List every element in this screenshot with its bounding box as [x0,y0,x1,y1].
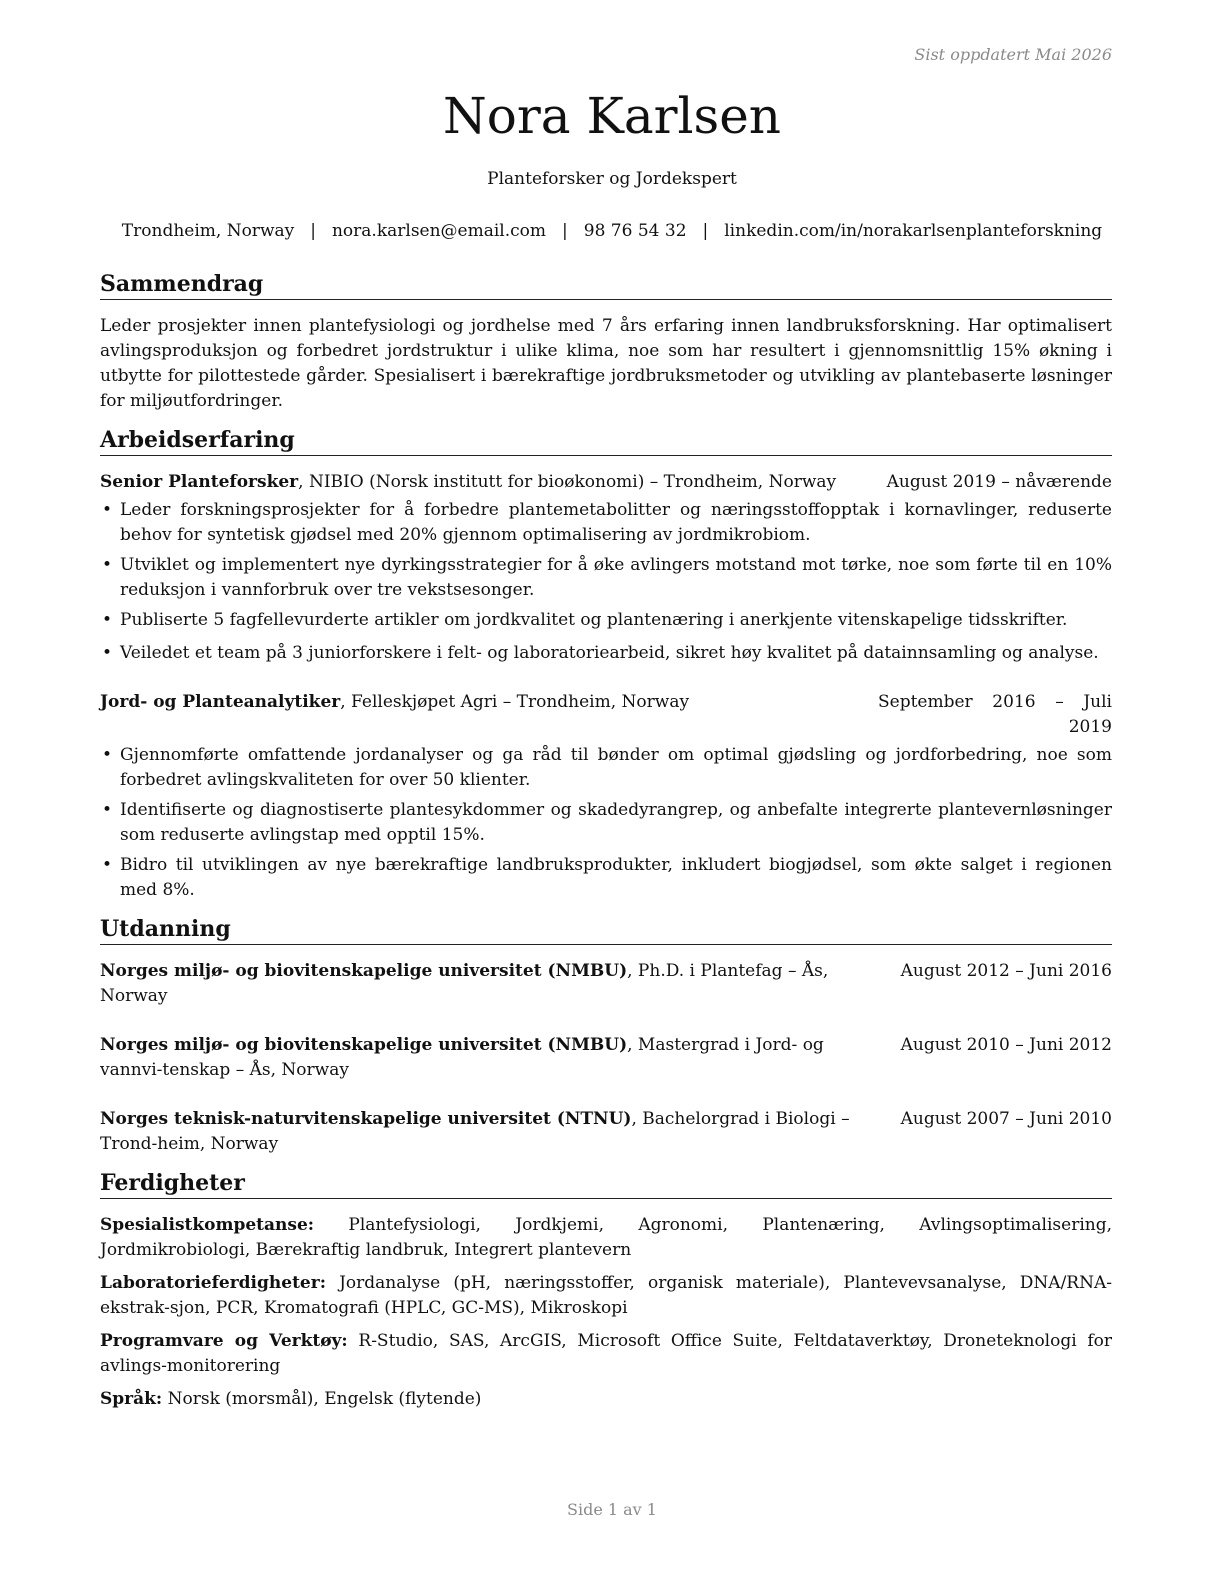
school-name: Norges miljø- og biovitenskapelige universitet (NMBU) [100,961,628,981]
contact-email[interactable]: nora.karlsen@email.com [331,221,547,241]
last-updated: Sist oppdatert Mai 2026 [914,45,1112,64]
contact-separator: | [562,221,568,241]
job-role: Senior Planteforsker [100,472,299,492]
education-dates: August 2012 – Juni 2016 [900,961,1112,981]
summary-text: Leder prosjekter innen plantefysiologi og jordhelse med 7 års erfaring innen landbruksforskning. Har optimalisert avlingsproduksjon og forbedret jordstruktur i ulike klima, noe som har resultert i gjennomsnittlig 15% økning i utbytte for pilottestede gårder. Spesialisert i bærekraftige jordbruksmetoder og utvikling av plantebaserte løsninger for miljøutfordringer. [100,316,1112,411]
page-number: Side 1 av 1 [567,1500,657,1519]
list-item: • Publiserte 5 fagfellevurderte artikler om jordkvalitet og plantenæring i anerkjente vitenskapelige tidsskrifter. [100,608,1112,633]
skill-label: Spesialistkompetanse: [100,1215,315,1235]
skill-label: Språk: [100,1389,163,1409]
school-name: Norges teknisk-naturvitenskapelige universitet (NTNU) [100,1109,632,1129]
job-org: , NIBIO (Norsk institutt for bioøkonomi) – Trondheim, Norway [298,472,837,492]
skill-line [100,1213,1112,1263]
skill-text: R-Studio, SAS, ArcGIS, Microsoft Office Suite, Feltdataverktøy, Droneteknologi for avlings-monitorering [100,1331,1112,1376]
education-entry [100,1107,1112,1157]
candidate-title: Planteforsker og Jordekspert [487,169,737,189]
job-role: Jord- og Planteanalytiker [100,692,341,712]
job-header [100,690,1112,740]
skill-line [100,1387,1112,1412]
skill-label: Programvare og Verktøy: [100,1331,348,1351]
contact-line [0,220,1224,242]
education-details [100,1033,880,1083]
degree-info: , Ph.D. i Plantefag – Ås, Norway [100,961,829,1006]
contact-separator: | [702,221,709,241]
education-entry [100,959,1112,1009]
education-section [100,915,1112,1157]
education-details [100,959,880,1009]
school-name: Norges miljø- og biovitenskapelige universitet (NMBU) [100,1035,628,1055]
education-entry [100,1033,1112,1083]
skills-heading: Ferdigheter [100,1169,1112,1199]
degree-info: , Bachelorgrad i Biologi – Trond-heim, Norway [100,1109,850,1154]
job-entry [100,690,1112,903]
list-item: • Leder forskningsprosjekter for å forbedre plantemetabolitter og næringsstoffopptak i kornavlinger, reduserte behov for syntetisk gjødsel med 20% gjennom optimalisering av jordmikrobiom. [100,498,1112,548]
experience-section [100,426,1112,903]
education-details [100,1107,880,1157]
experience-heading: Arbeidserfaring [100,426,1112,456]
job-bullets [100,743,1112,903]
education-dates: August 2007 – Juni 2010 [900,1109,1112,1129]
contact-separator: | [310,221,316,241]
list-item: • Gjennomførte omfattende jordanalyser og ga råd til bønder om optimal gjødsling og jordforbedring, noe som forbedret avlingskvaliteten for over 50 klienter. [100,743,1112,793]
skills-section [100,1169,1112,1412]
skill-line [100,1271,1112,1321]
list-item: • Bidro til utviklingen av nye bærekraftige landbruksprodukter, inkludert biogjødsel, som økte salget i regionen med 8%. [100,853,1112,903]
summary-heading: Sammendrag [100,270,1112,300]
contact-linkedin[interactable]: linkedin.com/in/norakarlsenplanteforskning [724,221,1103,241]
resume-body [100,270,1112,1420]
skill-text: Norsk (morsmål), Engelsk (flytende) [162,1389,482,1409]
skill-label: Laboratorieferdigheter: [100,1273,326,1293]
list-item: • Veiledet et team på 3 juniorforskere i felt- og laboratoriearbeid, sikret høy kvalitet på datainnsamling og analyse. [100,641,1112,666]
job-bullets [100,498,1112,666]
candidate-name: Nora Karlsen [443,87,781,145]
education-dates: August 2010 – Juni 2012 [900,1035,1112,1055]
contact-phone: 98 76 54 32 [583,221,687,241]
skill-text: Plantefysiologi, Jordkjemi, Agronomi, Plantenæring, Avlingsoptimalisering, Jordmikrobiologi, Bærekraftig landbruk, Integrert plantevern [100,1215,1112,1260]
job-org: , Felleskjøpet Agri – Trondheim, Norway [340,692,690,712]
job-dates: September 2016 – Juli 2019 [878,692,1112,737]
skill-text: Jordanalyse (pH, næringsstoffer, organisk materiale), Plantevevsanalyse, DNA/RNA-ekstrak-sjon, PCR, Kromatografi (HPLC, GC-MS), Mikroskopi [100,1273,1112,1318]
job-dates: August 2019 – nåværende [886,472,1112,492]
contact-location: Trondheim, Norway [121,221,295,241]
job-title-line [100,690,878,715]
job-entry [100,470,1112,666]
summary-section [100,270,1112,414]
list-item: • Utviklet og implementert nye dyrkingsstrategier for å øke avlingers motstand mot tørke, noe som førte til en 10% reduksjon i vannforbruk over tre vekstsesonger. [100,553,1112,603]
list-item: • Identifiserte og diagnostiserte plantesykdommer og skadedyrangrep, og anbefalte integrerte plantevernløsninger som reduserte avlingstap med opptil 15%. [100,798,1112,848]
education-heading: Utdanning [100,915,1112,945]
job-title-line [100,470,887,495]
job-header [100,470,1112,495]
degree-info: , Mastergrad i Jord- og vannvi-tenskap – Ås, Norway [100,1035,824,1080]
skill-line [100,1329,1112,1379]
